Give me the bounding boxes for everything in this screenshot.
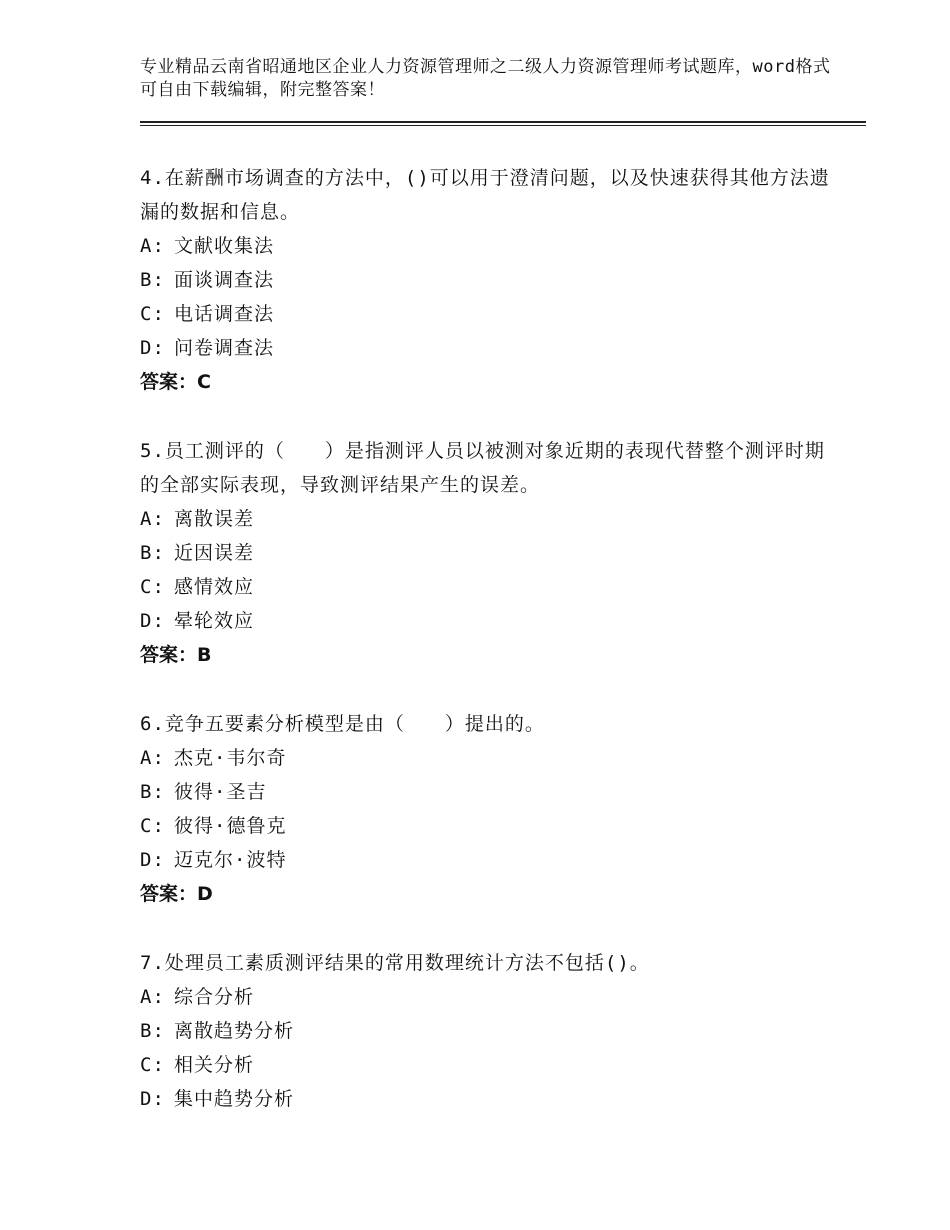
question-block <box>140 946 840 1116</box>
option-key: B: <box>140 781 165 803</box>
header-title: 专业精品云南省昭通地区企业人力资源管理师之二级人力资源管理师考试题库，word格式可自由下载编辑，附完整答案！ <box>140 57 831 100</box>
option-c <box>140 1048 840 1082</box>
question-stem: 4.在薪酬市场调查的方法中，()可以用于澄清问题，以及快速获得其他方法遗漏的数据和信息。 <box>140 167 830 223</box>
option-c <box>140 297 840 331</box>
option-text: 彼得·圣吉 <box>174 781 267 803</box>
option-c <box>140 570 840 604</box>
option-key: B: <box>140 542 165 564</box>
option-text: 集中趋势分析 <box>174 1088 295 1110</box>
question-block <box>140 707 840 911</box>
option-a <box>140 980 840 1014</box>
option-key: C: <box>140 815 165 837</box>
question-stem: 7.处理员工素质测评结果的常用数理统计方法不包括()。 <box>140 952 650 974</box>
option-d <box>140 331 840 365</box>
option-a <box>140 502 840 536</box>
document-header <box>140 56 840 102</box>
answer-text: 答案：D <box>140 883 213 905</box>
option-text: 杰克·韦尔奇 <box>174 747 287 769</box>
option-key: B: <box>140 1020 165 1042</box>
option-d <box>140 604 840 638</box>
question-stem: 5.员工测评的（ ）是指测评人员以被测对象近期的表现代替整个测评时期的全部实际表现，导致测评结果产生的误差。 <box>140 440 825 496</box>
option-text: 迈克尔·波特 <box>174 849 287 871</box>
option-text: 离散趋势分析 <box>174 1020 295 1042</box>
answer-text: 答案：C <box>140 371 211 393</box>
option-a <box>140 229 840 263</box>
option-key: D: <box>140 337 165 359</box>
option-a <box>140 741 840 775</box>
option-key: C: <box>140 576 165 598</box>
question-block <box>140 161 840 399</box>
option-text: 晕轮效应 <box>174 610 255 632</box>
option-text: 综合分析 <box>174 986 255 1008</box>
option-b <box>140 775 840 809</box>
option-d <box>140 1082 840 1116</box>
option-c <box>140 809 840 843</box>
option-b <box>140 1014 840 1048</box>
option-text: 文献收集法 <box>174 235 275 257</box>
answer-text: 答案：B <box>140 644 212 666</box>
header-divider-thin <box>140 125 866 126</box>
option-d <box>140 843 840 877</box>
option-key: A: <box>140 747 165 769</box>
option-key: B: <box>140 269 165 291</box>
option-text: 感情效应 <box>174 576 255 598</box>
option-text: 离散误差 <box>174 508 255 530</box>
option-key: D: <box>140 1088 165 1110</box>
option-b <box>140 536 840 570</box>
option-text: 相关分析 <box>174 1054 255 1076</box>
option-text: 近因误差 <box>174 542 255 564</box>
option-key: A: <box>140 508 165 530</box>
option-key: A: <box>140 986 165 1008</box>
option-text: 彼得·德鲁克 <box>174 815 287 837</box>
option-b <box>140 263 840 297</box>
option-key: C: <box>140 303 165 325</box>
option-key: C: <box>140 1054 165 1076</box>
header-divider <box>140 121 866 123</box>
option-text: 电话调查法 <box>174 303 275 325</box>
option-key: D: <box>140 610 165 632</box>
question-stem: 6.竞争五要素分析模型是由（ ）提出的。 <box>140 713 545 735</box>
question-block <box>140 434 840 672</box>
option-key: A: <box>140 235 165 257</box>
option-text: 问卷调查法 <box>174 337 275 359</box>
option-text: 面谈调查法 <box>174 269 275 291</box>
option-key: D: <box>140 849 165 871</box>
